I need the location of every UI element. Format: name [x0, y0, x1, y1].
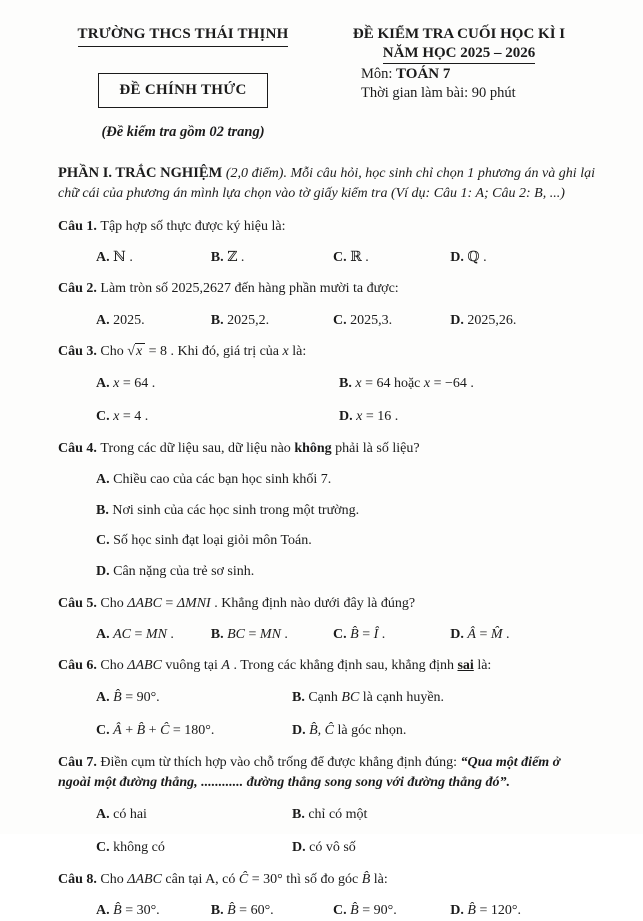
question-text: Câu 6. Cho ΔABC vuông tại A . Trong các khẳng định sau, khẳng định sai là: [58, 658, 492, 674]
answer-option: B. Nơi sinh của các học sinh trong một trường. [96, 502, 360, 518]
answer-option: C. B̂ = 90°. [333, 902, 397, 918]
exam-title: ĐỀ KIỂM TRA CUỐI HỌC KÌ I [352, 26, 566, 42]
sqrt-expression: √x [127, 343, 145, 359]
option-letter: D. [450, 626, 468, 642]
answer-option: B. ℤ . [210, 249, 245, 265]
answer-option: B. x = 64 hoặc x = −64 . [339, 375, 474, 391]
option-letter: C. [333, 312, 351, 328]
option-letter: A. [96, 375, 114, 391]
option-letter: B. [210, 249, 228, 265]
school-year-line [323, 45, 595, 64]
question [58, 279, 595, 330]
subject-prefix: Môn: [361, 66, 397, 82]
question-number: Câu 8. [58, 871, 101, 887]
answer-option: A. B̂ = 90°. [96, 689, 160, 705]
official-exam-box [98, 73, 267, 108]
answer-option: A. có hai [96, 806, 147, 822]
option-letter: C. [333, 249, 351, 265]
option-letter: C. [96, 533, 114, 549]
options-group [58, 805, 595, 858]
option-letter: A. [96, 689, 114, 705]
page-count-note: (Đề kiểm tra gồm 02 trang) [101, 124, 265, 140]
option-letter: B. [210, 626, 228, 642]
question-text: Câu 4. Trong các dữ liệu sau, dữ liệu nào không phải là số liệu? [58, 440, 420, 456]
answer-option: C. x = 4 . [96, 409, 149, 425]
option-letter: A. [96, 249, 114, 265]
exam-header [58, 26, 595, 141]
question-number: Câu 3. [58, 344, 101, 360]
answer-option: D. B̂, Ĉ là góc nhọn. [292, 723, 407, 739]
answer-option: B. BC = MN . [210, 626, 288, 642]
option-letter: A. [96, 902, 114, 918]
question-text: Câu 3. Cho √x = 8 . Khi đó, giá trị của x là: [58, 344, 307, 360]
option-letter: A. [96, 472, 114, 488]
option-letter: B. [210, 312, 228, 328]
option-letter: D. [96, 563, 114, 579]
options-group [58, 374, 595, 427]
options-group [58, 470, 595, 581]
option-letter: B. [292, 689, 309, 705]
options-group [58, 625, 595, 645]
answer-option: D. B̂ = 120°. [450, 902, 521, 918]
option-letter: C. [333, 626, 351, 642]
answer-option: D. Cân nặng của trẻ sơ sinh. [96, 563, 255, 579]
answer-option: D. có vô số [292, 840, 356, 856]
school-name: TRƯỜNG THCS THÁI THỊNH [78, 26, 289, 47]
option-letter: A. [96, 626, 114, 642]
header-right [323, 26, 595, 102]
option-letter: A. [96, 312, 114, 328]
options-group [58, 901, 595, 921]
header-left [58, 26, 308, 141]
answer-option: A. Chiều cao của các bạn học sinh khối 7. [96, 472, 332, 488]
question-number: Câu 4. [58, 440, 101, 456]
answer-option: C. ℝ . [333, 249, 369, 265]
question [58, 439, 595, 582]
option-letter: B. [292, 806, 309, 822]
answer-option: C. Â + B̂ + Ĉ = 180°. [96, 723, 215, 739]
option-letter: C. [96, 840, 114, 856]
question-text: Câu 2. Làm tròn số 2025,2627 đến hàng phần mười ta được: [58, 281, 399, 297]
subject-line [323, 66, 595, 83]
answer-option: B. B̂ = 60°. [210, 902, 274, 918]
option-letter: B. [210, 902, 228, 918]
answer-option: D. 2025,26. [450, 312, 517, 328]
answer-option: C. không có [96, 840, 165, 856]
answer-option: A. 2025. [96, 312, 145, 328]
options-group [58, 248, 595, 268]
option-letter: C. [96, 409, 114, 425]
question-number: Câu 7. [58, 754, 101, 770]
option-letter: D. [292, 723, 310, 739]
question-number: Câu 1. [58, 218, 101, 234]
duration-line: Thời gian làm bài: 90 phút [361, 85, 516, 101]
answer-option: A. B̂ = 30°. [96, 902, 160, 918]
school-year: NĂM HỌC 2025 – 2026 [383, 45, 536, 64]
questions-list [58, 217, 595, 921]
answer-option: D. ℚ . [450, 249, 487, 265]
question [58, 753, 595, 858]
answer-option: C. Số học sinh đạt loại giỏi môn Toán. [96, 533, 312, 549]
question-text: Câu 7. Điền cụm từ thích hợp vào chỗ trống để được khẳng định đúng: “Qua một điểm ở ngoài một đường thẳng, ............ đường thẳng song song với đường thẳng đó”. [58, 754, 561, 791]
question [58, 342, 595, 426]
answer-option: A. ℕ . [96, 249, 133, 265]
section-description: (2,0 điểm). Mỗi câu hỏi, học sinh chỉ chọn 1 phương án và ghi lại chữ cái của phương án mình lựa chọn vào tờ giấy kiểm tra (Ví dụ: Câu 1: A; Câu 2: B, ...) [58, 166, 595, 202]
option-letter: D. [292, 840, 310, 856]
option-letter: D. [339, 409, 357, 425]
question [58, 870, 595, 921]
question-number: Câu 6. [58, 658, 101, 674]
answer-option: D. x = 16 . [339, 409, 399, 425]
answer-option: A. AC = MN . [96, 626, 174, 642]
official-exam-label: ĐỀ CHÍNH THỨC [119, 82, 247, 98]
question [58, 656, 595, 740]
question-number: Câu 2. [58, 281, 101, 297]
options-group [58, 311, 595, 331]
question-text: Câu 8. Cho ΔABC cân tại A, có Ĉ = 30° thì số đo góc B̂ là: [58, 871, 388, 887]
option-letter: D. [450, 249, 468, 265]
option-letter: A. [96, 806, 114, 822]
answer-option: C. 2025,3. [333, 312, 393, 328]
question [58, 594, 595, 645]
option-letter: B. [339, 375, 356, 391]
answer-option: C. B̂ = Î . [333, 626, 386, 642]
section-heading [58, 163, 595, 205]
answer-option: A. x = 64 . [96, 375, 156, 391]
section-title: PHẦN I. TRẮC NGHIỆM [58, 165, 226, 181]
option-letter: D. [450, 312, 468, 328]
answer-option: B. 2025,2. [210, 312, 270, 328]
option-letter: B. [96, 502, 113, 518]
option-letter: C. [96, 723, 114, 739]
subject-name: TOÁN 7 [396, 66, 451, 82]
option-letter: C. [333, 902, 351, 918]
question-text: Câu 5. Cho ΔABC = ΔMNI . Khẳng định nào dưới đây là đúng? [58, 595, 416, 611]
answer-option: D. Â = M̂ . [450, 626, 510, 642]
question [58, 217, 595, 268]
answer-option: B. Cạnh BC là cạnh huyền. [292, 689, 445, 705]
question-number: Câu 5. [58, 595, 101, 611]
question-text: Câu 1. Tập hợp số thực được ký hiệu là: [58, 218, 286, 234]
answer-option: B. chỉ có một [292, 806, 368, 822]
options-group [58, 688, 595, 741]
option-letter: D. [450, 902, 468, 918]
